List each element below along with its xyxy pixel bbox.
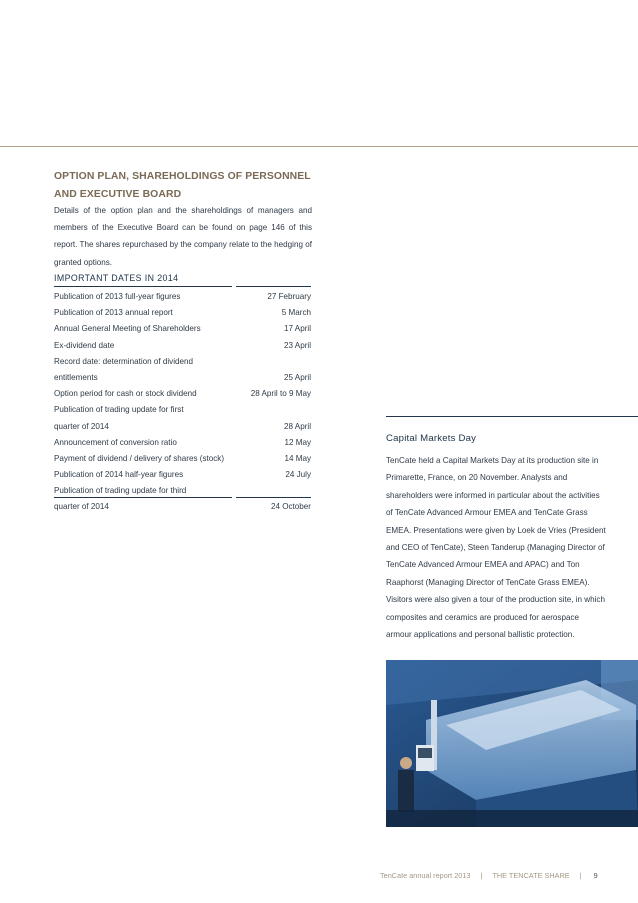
dates-row-label: Payment of dividend / delivery of shares (stock)	[54, 453, 225, 463]
dates-row-value: 23 April	[284, 340, 311, 350]
dates-row-label: quarter of 2014	[54, 502, 109, 512]
important-dates-table	[54, 289, 311, 516]
footer-separator: |	[480, 871, 483, 880]
dates-row-label: Announcement of conversion ratio	[54, 437, 177, 447]
production-site-illustration	[386, 660, 638, 827]
footer-section-name: THE TENCATE SHARE	[492, 871, 570, 880]
dates-row-value: 14 May	[284, 453, 311, 463]
dates-row-label: entitlements	[54, 372, 98, 382]
dates-row	[54, 321, 311, 337]
capital-markets-title: Capital Markets Day	[386, 433, 477, 444]
dates-row	[54, 338, 311, 354]
footer-report-name: TenCate annual report 2013	[380, 871, 471, 880]
dates-row	[54, 402, 311, 418]
dates-row	[54, 354, 311, 370]
dates-row-label: Ex-dividend date	[54, 340, 115, 350]
dates-row	[54, 451, 311, 467]
dates-row	[54, 499, 311, 515]
dates-row-label: Publication of 2014 half-year figures	[54, 470, 184, 480]
dates-bottom-rule-right	[236, 497, 311, 498]
page-number: 9	[593, 871, 598, 880]
dates-row-label: Publication of trading update for first	[54, 405, 184, 415]
dates-row-value: 25 April	[284, 372, 311, 382]
dates-row-label: quarter of 2014	[54, 421, 109, 431]
dates-row	[54, 370, 311, 386]
dates-row-value: 17 April	[284, 324, 311, 334]
option-plan-heading-line2: AND EXECUTIVE BOARD	[54, 189, 182, 200]
dates-row-label: Publication of trading update for third	[54, 486, 187, 496]
production-site-photo	[386, 660, 638, 827]
top-divider	[0, 146, 638, 147]
dates-row-value: 24 July	[285, 470, 311, 480]
dates-row-value: 24 October	[270, 502, 311, 512]
page-footer	[380, 871, 610, 880]
dates-row-value: 12 May	[284, 437, 311, 447]
important-dates-title: IMPORTANT DATES IN 2014	[54, 273, 179, 283]
dates-row-value: 28 April	[284, 421, 311, 431]
dates-row	[54, 289, 311, 305]
dates-row	[54, 419, 311, 435]
dates-row	[54, 305, 311, 321]
dates-row-value: 27 February	[267, 292, 311, 301]
footer-separator: |	[579, 871, 582, 880]
dates-row	[54, 435, 311, 451]
dates-row-label: Annual General Meeting of Shareholders	[54, 324, 201, 334]
dates-row-value: 5 March	[281, 308, 311, 318]
dates-row-label: Publication of 2013 full-year figures	[54, 292, 181, 301]
dates-bottom-rule-left	[54, 497, 232, 498]
dates-top-rule-left	[54, 286, 232, 287]
dates-row-label: Record date: determination of dividend	[54, 356, 194, 366]
capital-markets-body: TenCate held a Capital Markets Day at its production site in Primarette, France, on 20 November. Analysts and shareholders were informed in particular about the activities of TenCate Advanced Armour EMEA and TenCate Grass EMEA. Presentations were given by Loek de Vries (President and CEO of TenCate), Steen Tanderup (Managing Director of TenCate Advanced Armour EMEA and APAC) and Ton Raaphorst (Managing Director of TenCate Grass EMEA). Visitors were also given a tour of the production site, in which composites and ceramics are produced for aerospace armour applications and personal ballistic protection.	[386, 456, 606, 640]
dates-row-label: Publication of 2013 annual report	[54, 308, 173, 318]
dates-top-rule-right	[236, 286, 311, 287]
option-plan-body: Details of the option plan and the shareholdings of managers and members of the Executive Board can be found on page 146 of this report. The shares repurchased by the company relate to the hedging of granted options.	[54, 206, 312, 267]
option-plan-heading-line1: OPTION PLAN, SHAREHOLDINGS OF PERSONNEL	[54, 171, 311, 182]
dates-row	[54, 386, 311, 402]
dates-row-label: Option period for cash or stock dividend	[54, 389, 197, 399]
dates-row	[54, 467, 311, 483]
dates-row-value: 28 April to 9 May	[250, 389, 311, 399]
option-plan-heading	[54, 168, 314, 204]
capital-markets-rule	[386, 416, 638, 417]
